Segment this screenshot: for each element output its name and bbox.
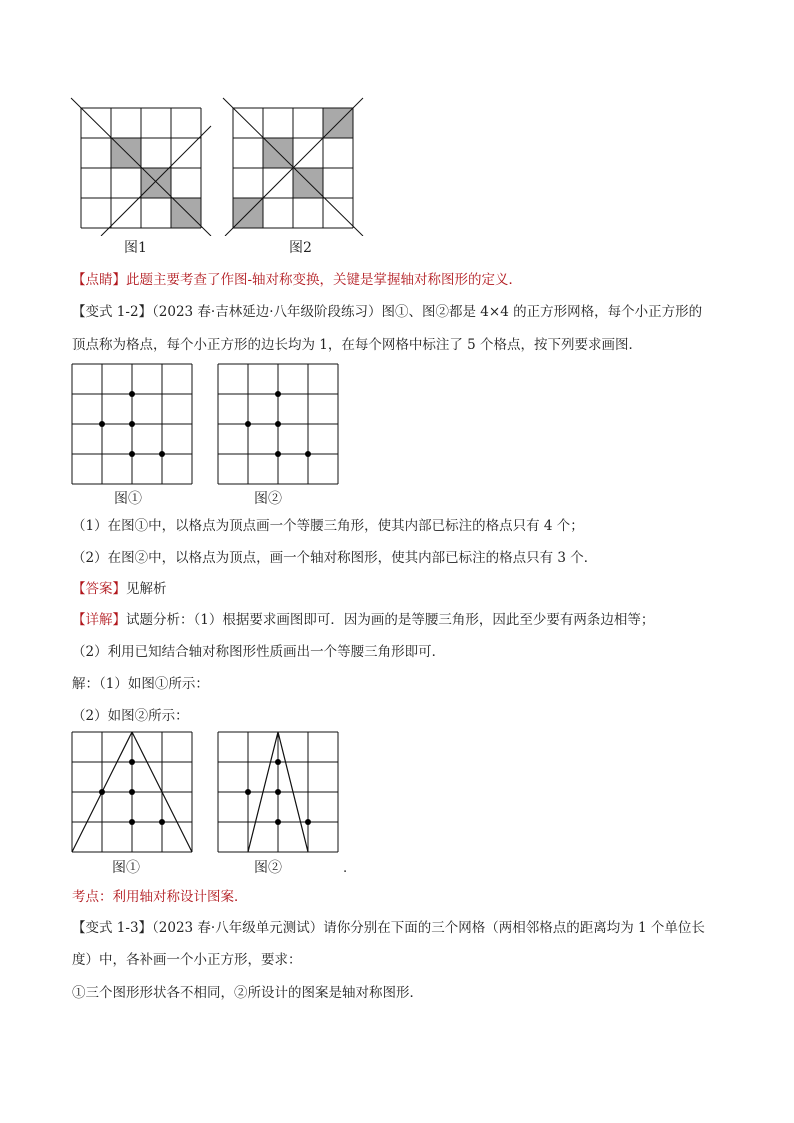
detail-line-2: （2）利用已知结合轴对称图形性质画出一个等腰三角形即可．: [72, 644, 446, 660]
variant-1-3-tag: 【变式 1-3】: [72, 920, 153, 936]
solution-grid-2-caption: 图②: [254, 860, 282, 876]
variant-1-3-line-2: 度）中，各补画一个小正方形，要求：: [72, 952, 302, 968]
question-1: （1）在图①中，以格点为顶点画一个等腰三角形，使其内部已标注的格点只有 4 个；: [72, 518, 584, 534]
solution-grid-2-symmetric-triangle: [216, 730, 340, 854]
question-grid-2-caption: 图②: [254, 491, 282, 507]
variant-1-2-line-2: 顶点称为格点，每个小正方形的边长均为 1，在每个网格中标注了 5 个格点，按下列要求画图．: [72, 337, 643, 353]
solution-line-2: （2）如图②所示：: [72, 708, 189, 724]
answer-tag: 【答案】: [72, 581, 126, 597]
kaodian-line: 考点：利用轴对称设计图案．: [72, 889, 248, 905]
dianjing-text: 此题主要考查了作图-轴对称变换，关键是掌握轴对称图形的定义．: [126, 272, 523, 288]
answer-text: 见解析: [126, 581, 167, 597]
question-grid-1-caption: 图①: [114, 491, 142, 507]
figure-1-caption: 图1: [124, 240, 147, 256]
dianjing-tag: 【点睛】: [72, 272, 126, 288]
shaded-squares: [111, 138, 201, 228]
question-grid-2: [216, 362, 340, 486]
trailing-period: .: [343, 861, 348, 876]
variant-1-2-text: 图①、图②都是 4×4 的正方形网格，每个小正方形的: [381, 304, 703, 320]
variant-1-3-line-3: ①三个图形形状各不相同，②所设计的图案是轴对称图形．: [72, 985, 423, 1001]
figure-2-caption: 图2: [289, 240, 312, 256]
variant-1-2-line-1: [72, 302, 732, 322]
solution-line-1: 解：（1）如图①所示：: [72, 676, 209, 692]
solution-grid-1-caption: 图①: [112, 860, 140, 876]
question-grid-1: [70, 362, 194, 486]
detail-line-1: [72, 610, 732, 630]
figure-1-shaded-grid: [68, 96, 218, 236]
detail-tag: 【详解】: [72, 612, 126, 628]
figure-2-shaded-grid: [219, 96, 369, 236]
variant-1-2-tag: 【变式 1-2】: [72, 304, 153, 320]
detail-text: 试题分析：（1）根据要求画图即可．因为画的是等腰三角形，因此至少要有两条边相等；: [126, 612, 655, 628]
variant-1-3-text: （2023 春·八年级单元测试）请你分别在下面的三个网格（两相邻格点的距离均为 1 个单位长: [152, 920, 705, 936]
answer-line: [72, 579, 732, 599]
question-2: （2）在图②中，以格点为顶点，画一个轴对称图形，使其内部已标注的格点只有 3 个．: [72, 550, 598, 566]
dianjing-paragraph: [72, 270, 732, 290]
variant-1-3-line-1: [72, 918, 732, 938]
solution-grid-1-isosceles-triangle: [70, 730, 194, 854]
variant-1-2-source: （2023 春·吉林延边·八年级阶段练习）: [152, 304, 382, 320]
